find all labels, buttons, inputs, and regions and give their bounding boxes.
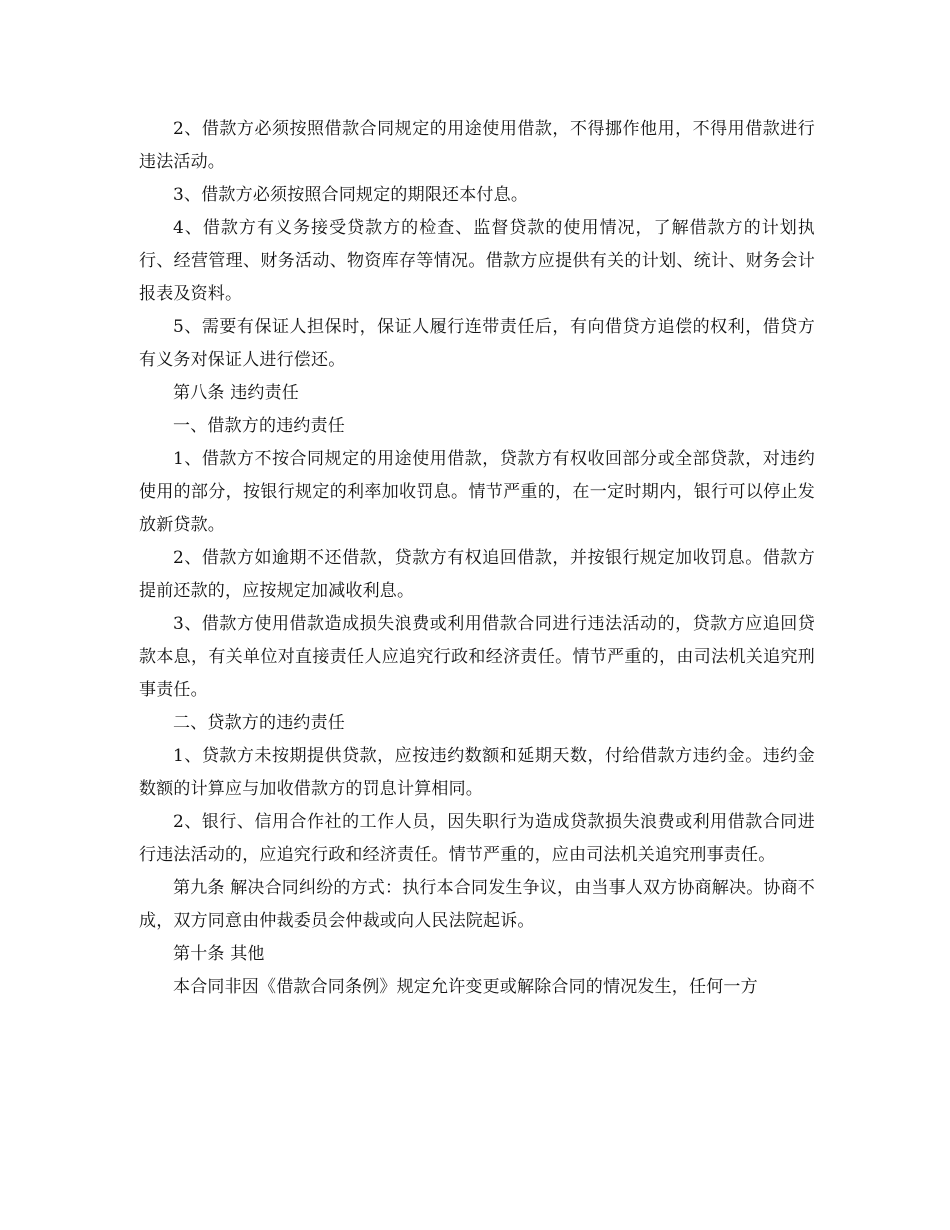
subsection-heading-lender-liability: 二、贷款方的违约责任 bbox=[173, 713, 345, 733]
paragraph-other-terms: 本合同非因《借款合同条例》规定允许变更或解除合同的情况发生，任何一方 bbox=[173, 977, 758, 997]
paragraph-borrower-liability-1: 1、借款方不按合同规定的用途使用借款，贷款方有权收回部分或全部贷款，对违约使用的部分，按银行规定的利率加收罚息。情节严重的，在一定时期内，银行可以停止发放新贷款。 bbox=[139, 449, 815, 535]
section-article-9-dispute-resolution: 第九条 解决合同纠纷的方式：执行本合同发生争议，由当事人双方协商解决。协商不成，双方同意由仲裁委员会仲裁或向人民法院起诉。 bbox=[139, 878, 816, 931]
paragraph-lender-liability-2: 2、银行、信用合作社的工作人员，因失职行为造成贷款损失浪费或利用借款合同进行违法活动的，应追究行政和经济责任。情节严重的，应由司法机关追究刑事责任。 bbox=[139, 812, 815, 865]
paragraph-borrower-obligation-5: 5、需要有保证人担保时，保证人履行连带责任后，有向借贷方追偿的权利，借贷方有义务对保证人进行偿还。 bbox=[139, 317, 815, 370]
section-heading-article-8: 第八条 违约责任 bbox=[173, 383, 300, 403]
paragraph-lender-liability-1: 1、贷款方未按期提供贷款，应按违约数额和延期天数，付给借款方违约金。违约金数额的计算应与加收借款方的罚息计算相同。 bbox=[139, 746, 815, 799]
paragraph-borrower-obligation-3: 3、借款方必须按照合同规定的期限还本付息。 bbox=[173, 185, 529, 205]
document-page bbox=[139, 113, 815, 1004]
paragraph-borrower-liability-3: 3、借款方使用借款造成损失浪费或利用借款合同进行违法活动的，贷款方应追回贷款本息，有关单位对直接责任人应追究行政和经济责任。情节严重的，由司法机关追究刑事责任。 bbox=[139, 614, 815, 700]
paragraph-borrower-liability-2: 2、借款方如逾期不还借款，贷款方有权追回借款，并按银行规定加收罚息。借款方提前还款的，应按规定加减收利息。 bbox=[139, 548, 815, 601]
paragraph-borrower-obligation-2: 2、借款方必须按照借款合同规定的用途使用借款，不得挪作他用，不得用借款进行违法活动。 bbox=[139, 119, 815, 172]
subsection-heading-borrower-liability: 一、借款方的违约责任 bbox=[173, 416, 345, 436]
section-heading-article-10: 第十条 其他 bbox=[173, 944, 265, 964]
paragraph-borrower-obligation-4: 4、借款方有义务接受贷款方的检查、监督贷款的使用情况，了解借款方的计划执行、经营管理、财务活动、物资库存等情况。借款方应提供有关的计划、统计、财务会计报表及资料。 bbox=[139, 218, 815, 304]
